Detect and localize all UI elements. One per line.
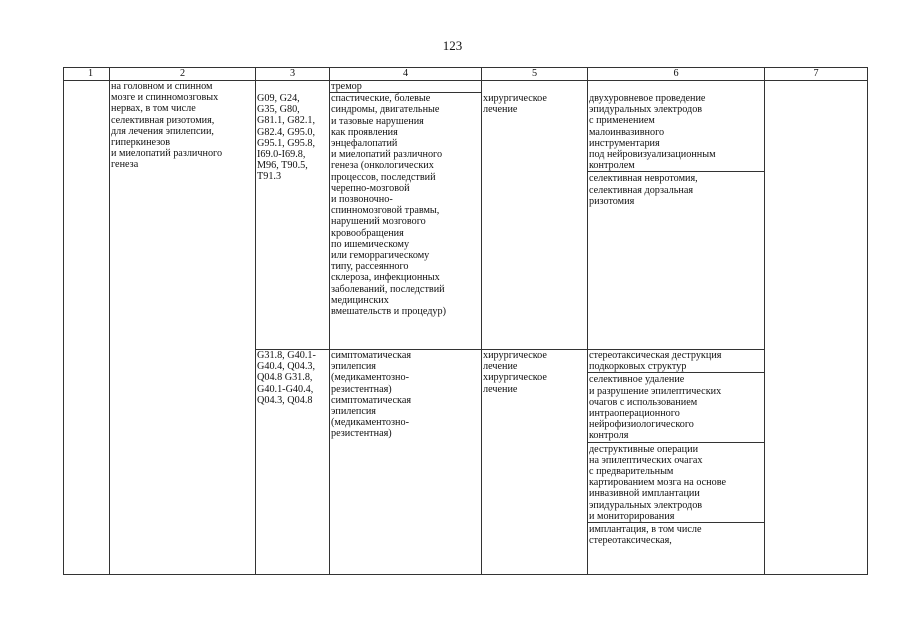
header-cell-1: 1 xyxy=(64,68,110,81)
cell-diagnosis xyxy=(330,81,482,350)
cell-icd-codes: G09, G24, G35, G80, G81.1, G82.1, G82.4, G95.0, G95.1, G95.8, I69.0-I69.8, M96, T90.5, T91.3 xyxy=(256,81,330,350)
method-item: двухуровневое проведение эпидуральных электродов с применением малоинвазивного инструментария под нейровизуализационным контролем xyxy=(588,93,764,172)
header-cell-3: 3 xyxy=(256,68,330,81)
cell-treatment-type: хирургическое лечение хирургическое лечение xyxy=(482,350,588,575)
medical-procedures-table xyxy=(63,67,868,575)
method-item: селективное удаление и разрушение эпилептических очагов с использованием интраоперационного нейрофизиологического контроля xyxy=(588,373,764,442)
cell-procedure-description: на головном и спинном мозге и спинномозговых нервах, в том числе селективная ризотомия, для лечения эпилепсии, гиперкинезов и миелопатий различного генеза xyxy=(110,81,256,575)
cell-treatment-methods xyxy=(588,81,765,350)
cell-col7 xyxy=(765,81,868,575)
header-cell-6: 6 xyxy=(588,68,765,81)
header-cell-2: 2 xyxy=(110,68,256,81)
cell-col1 xyxy=(64,81,110,575)
method-item: деструктивные операции на эпилептических очагах с предварительным картированием мозга на основе инвазивной имплантации эпидуральных электродов и мониторирования xyxy=(588,443,764,523)
cell-treatment-type: хирургическое лечение xyxy=(482,81,588,350)
header-cell-4: 4 xyxy=(330,68,482,81)
header-cell-5: 5 xyxy=(482,68,588,81)
method-item: стереотаксическая деструкция подкорковых структур xyxy=(588,350,764,373)
diagnosis-text: спастические, болевые синдромы, двигательные и тазовые нарушения как проявления энцефалопатий и миелопатий различного генеза (онкологических процессов, последствий черепно-мозговой и позвоночно- спинномозговой травмы, нарушений мозгового кровообращения по ишемическому или геморрагическому типу, рассеянного склероза, инфекционных заболеваний, последствий медицинских вмешательств и процедур) xyxy=(331,93,446,318)
method-item: селективная невротомия, селективная дорзальная ризотомия xyxy=(589,173,698,207)
page-number: 123 xyxy=(442,38,463,53)
table-header-row xyxy=(64,68,868,81)
cell-diagnosis: симптоматическая эпилепсия (медикаментозно- резистентная) симптоматическая эпилепсия (медикаментозно- резистентная) xyxy=(330,350,482,575)
header-cell-7: 7 xyxy=(765,68,868,81)
table-row xyxy=(64,81,868,350)
cell-treatment-methods xyxy=(588,350,765,575)
method-item: имплантация, в том числе стереотаксическая, xyxy=(589,524,702,547)
diagnosis-tremor: тремор xyxy=(330,81,481,93)
cell-icd-codes: G31.8, G40.1- G40.4, Q04.3, Q04.8 G31.8, G40.1-G40.4, Q04.3, Q04.8 xyxy=(256,350,330,575)
